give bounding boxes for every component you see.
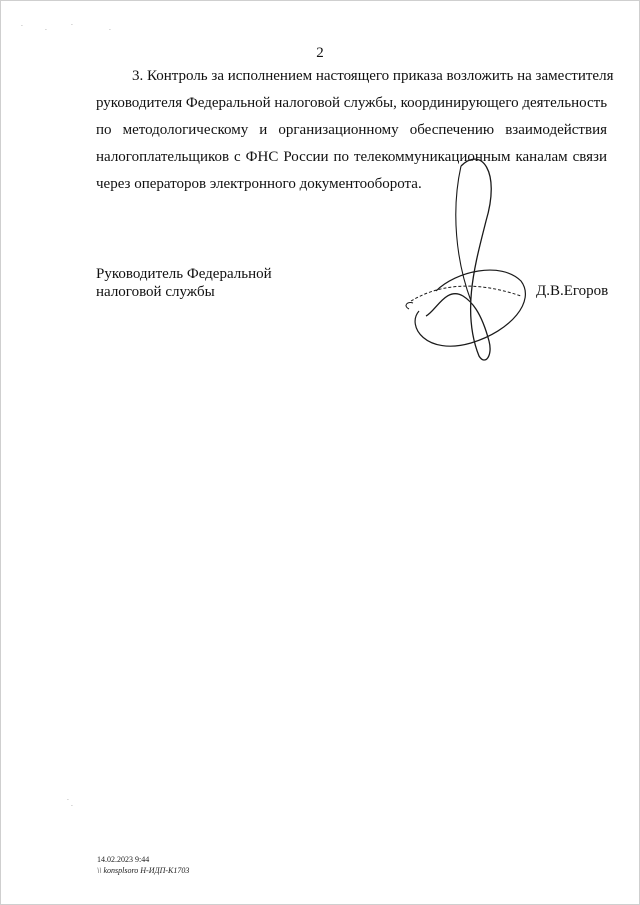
- scan-speck: ·: [67, 797, 69, 804]
- signatory-title: [96, 265, 272, 301]
- scan-speck: ·: [71, 22, 73, 29]
- paragraph-line: налогоплательщиков с ФНС России по телекоммуникационным каналам связи: [96, 149, 607, 165]
- paragraph-line: по методологическому и организационному обеспечению взаимодействия: [96, 122, 607, 138]
- signatory-title-line: Руководитель Федеральной: [96, 266, 272, 282]
- paragraph-line: 3. Контроль за исполнением настоящего приказа возложить на заместителя: [132, 68, 614, 84]
- page-number: 2: [316, 45, 324, 61]
- paragraph-line: через операторов электронного документооборота.: [96, 176, 422, 192]
- scan-speck: ·: [45, 27, 47, 34]
- signatory-title-line: налоговой службы: [96, 284, 215, 300]
- document-footer: [97, 854, 189, 876]
- handwritten-signature: [401, 151, 541, 366]
- scan-speck: ·: [21, 23, 23, 30]
- footer-timestamp: 14.02.2023 9:44: [97, 855, 150, 864]
- scan-speck: ·: [109, 27, 111, 34]
- footer-reference: \\ konsplsoro Н-ИДП-К1703: [97, 866, 190, 875]
- scan-speck: ·: [71, 803, 73, 810]
- signatory-name: Д.В.Егоров: [536, 283, 609, 299]
- paragraph-line: руководителя Федеральной налоговой службы, координирующего деятельность: [96, 95, 608, 111]
